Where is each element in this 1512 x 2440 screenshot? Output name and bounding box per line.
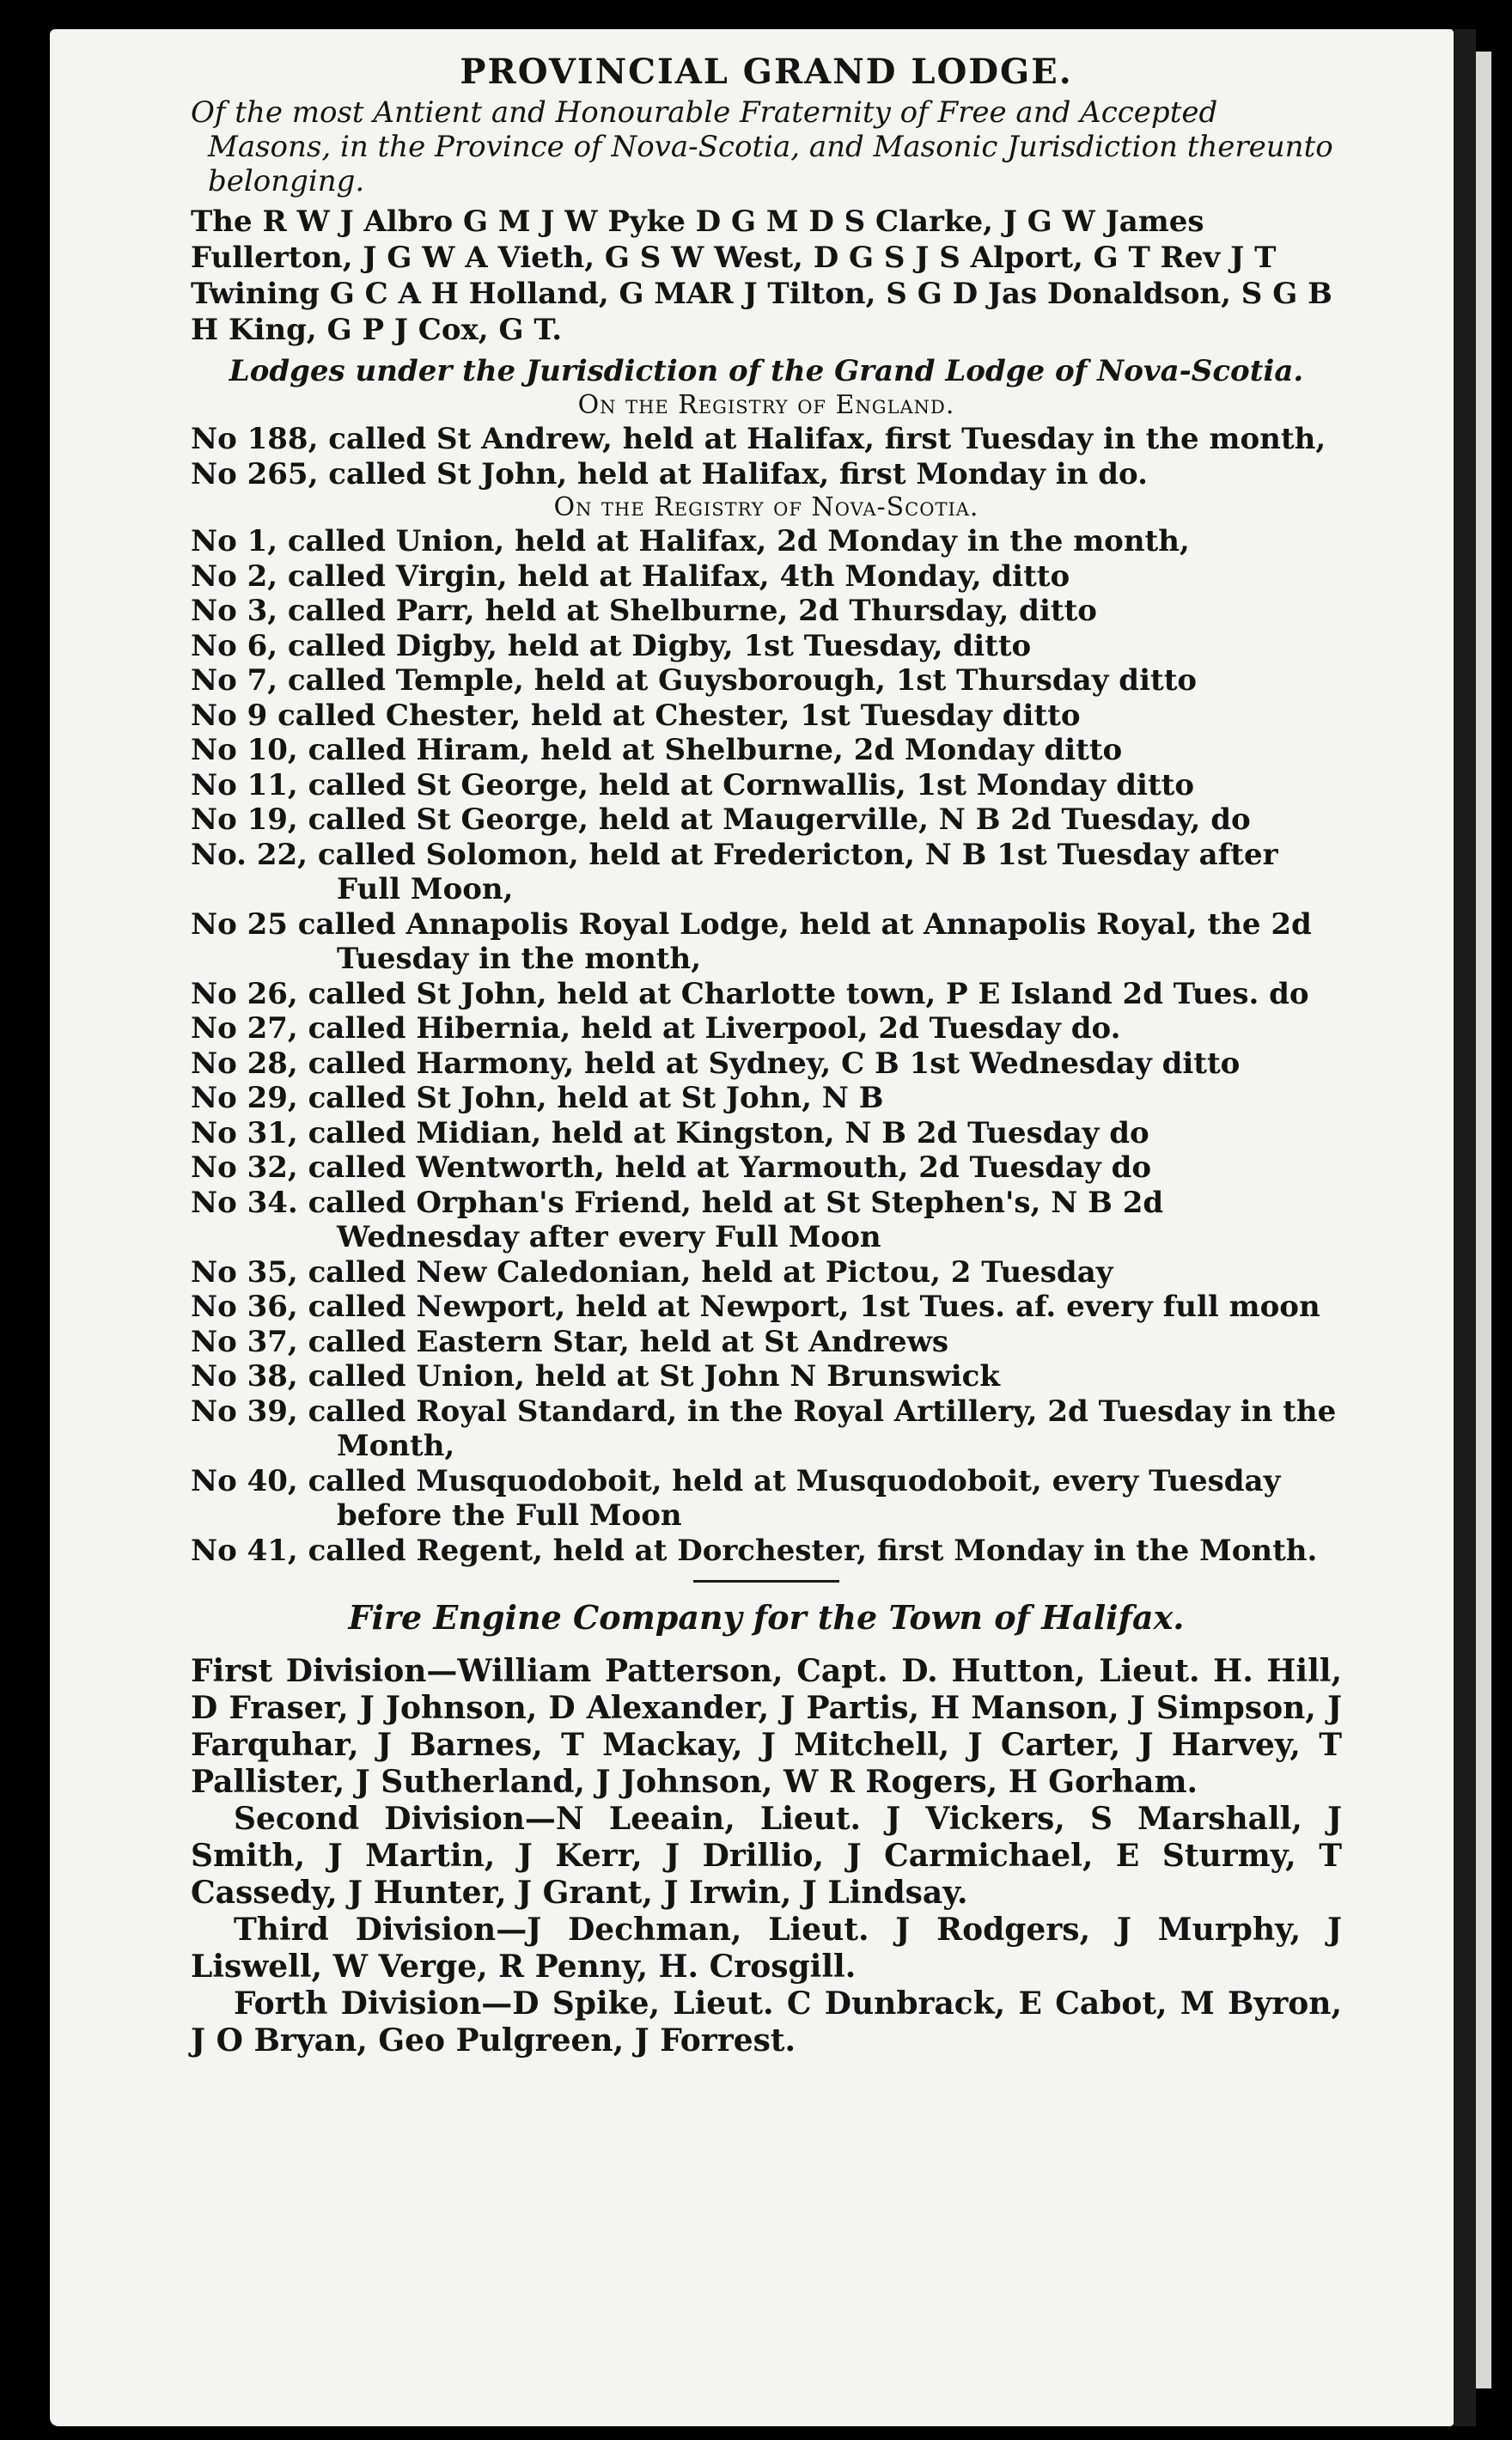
book-spine [1454, 29, 1476, 2426]
lodge-entry: No 32, called Wentworth, held at Yarmouth, 2d Tuesday do [191, 1150, 1152, 1185]
fire-division-second: Second Division—N Leeain, Lieut. J Vickers, S Marshall, J Smith, J Martin, J Kerr, J Drillio, J Carmichael, E Sturmy, T Cassedy, J Hunter, J Grant, J Irwin, J Lindsay. [191, 1801, 1342, 1911]
lodge-entry: No 40, called Musquodoboit, held at Musquodoboit, every Tuesday before the Full Moon [191, 1463, 1281, 1533]
lodge-entry: No. 22, called Solomon, held at Fredericton, N B 1st Tuesday after Full Moon, [191, 837, 1278, 906]
lodge-entry: No 34. called Orphan's Friend, held at St Stephen's, N B 2d Wednesday after every Full Moon [191, 1185, 1164, 1254]
lodge-entry: No 26, called St John, held at Charlotte town, P E Island 2d Tues. do [191, 976, 1309, 1011]
section-divider [693, 1580, 839, 1583]
next-page-edge [1476, 52, 1491, 2388]
registry-england-heading: On the Registry of England. [577, 390, 955, 420]
lodge-entry: No 265, called St John, held at Halifax, first Monday in do. [191, 456, 1148, 491]
fire-company-title: Fire Engine Company for the Town of Halifax. [348, 1598, 1185, 1637]
lodge-entry: No 41, called Regent, held at Dorchester, first Monday in the Month. [191, 1533, 1318, 1568]
lodge-entry: No 25 called Annapolis Royal Lodge, held at Annapolis Royal, the 2d Tuesday in the month, [191, 906, 1312, 976]
lodge-entry: No 29, called St John, held at St John, N B [191, 1081, 884, 1115]
lodge-entry: No 31, called Midian, held at Kingston, N B 2d Tuesday do [191, 1115, 1149, 1150]
lodge-entry: No 11, called St George, held at Cornwallis, 1st Monday ditto [191, 767, 1195, 802]
lodge-entry: No 35, called New Caledonian, held at Pictou, 2 Tuesday [191, 1254, 1113, 1290]
registry-england-list [191, 422, 1342, 491]
fire-division-first: First Division—William Patterson, Capt. D. Hutton, Lieut. H. Hill, D Fraser, J Johnson, D Alexander, J Partis, H Manson, J Simpson, J Farquhar, J Barnes, T Mackay, J Mitchell, J Carter, J Harvey, T Pallister, J Sutherland, J Johnson, W R Rogers, H Gorham. [191, 1653, 1342, 1800]
page-content [191, 52, 1342, 2059]
fire-division-fourth: Forth Division—D Spike, Lieut. C Dunbrack, E Cabot, M Byron, J O Bryan, Geo Pulgreen, J Forrest. [191, 1986, 1342, 2059]
lodge-entry: No 10, called Hiram, held at Shelburne, 2d Monday ditto [191, 733, 1123, 767]
page-subtitle: Of the most Antient and Honourable Fraternity of Free and Accepted Masons, in the Province of Nova-Scotia, and Masonic Jurisdiction thereunto belonging. [191, 95, 1333, 198]
registry-nova-scotia-list [191, 524, 1342, 1568]
lodge-entry: No 7, called Temple, held at Guysborough, 1st Thursday ditto [191, 663, 1198, 698]
lodge-entry: No 19, called St George, held at Maugerville, N B 2d Tuesday, do [191, 802, 1251, 837]
jurisdiction-heading: Lodges under the Jurisdiction of the Grand Lodge of Nova-Scotia. [229, 354, 1304, 388]
lodge-entry: No 27, called Hibernia, held at Liverpool, 2d Tuesday do. [191, 1011, 1121, 1046]
lodge-entry: No 38, called Union, held at St John N Brunswick [191, 1359, 1000, 1394]
lodge-entry: No 188, called St Andrew, held at Halifax, first Tuesday in the month, [191, 422, 1326, 456]
grand-lodge-officers: The R W J Albro G M J W Pyke D G M D S Clarke, J G W James Fullerton, J G W A Vieth, G S W West, D G S J S Alport, G T Rev J T Twining G C A H Holland, G MAR J Tilton, S G D Jas Donaldson, S G B H King, G P J Cox, G T. [191, 204, 1332, 347]
lodge-entry: No 2, called Virgin, held at Halifax, 4th Monday, ditto [191, 558, 1070, 594]
lodge-entry: No 36, called Newport, held at Newport, 1st Tues. af. every full moon [191, 1290, 1320, 1324]
registry-nova-scotia-heading: On the Registry of Nova-Scotia. [553, 492, 979, 522]
page-title: PROVINCIAL GRAND LODGE. [460, 52, 1073, 92]
lodge-entry: No 37, called Eastern Star, held at St Andrews [191, 1324, 949, 1359]
lodge-entry: No 28, called Harmony, held at Sydney, C B 1st Wednesday ditto [191, 1046, 1241, 1081]
lodge-entry: No 3, called Parr, held at Shelburne, 2d Thursday, ditto [191, 594, 1097, 628]
fire-division-third: Third Division—J Dechman, Lieut. J Rodgers, J Murphy, J Liswell, W Verge, R Penny, H. Crosgill. [191, 1912, 1342, 1985]
lodge-entry: No 6, called Digby, held at Digby, 1st Tuesday, ditto [191, 628, 1032, 663]
lodge-entry: No 9 called Chester, held at Chester, 1st Tuesday ditto [191, 698, 1081, 733]
lodge-entry: No 39, called Royal Standard, in the Royal Artillery, 2d Tuesday in the Month, [191, 1394, 1337, 1463]
lodge-entry: No 1, called Union, held at Halifax, 2d Monday in the month, [191, 524, 1190, 558]
